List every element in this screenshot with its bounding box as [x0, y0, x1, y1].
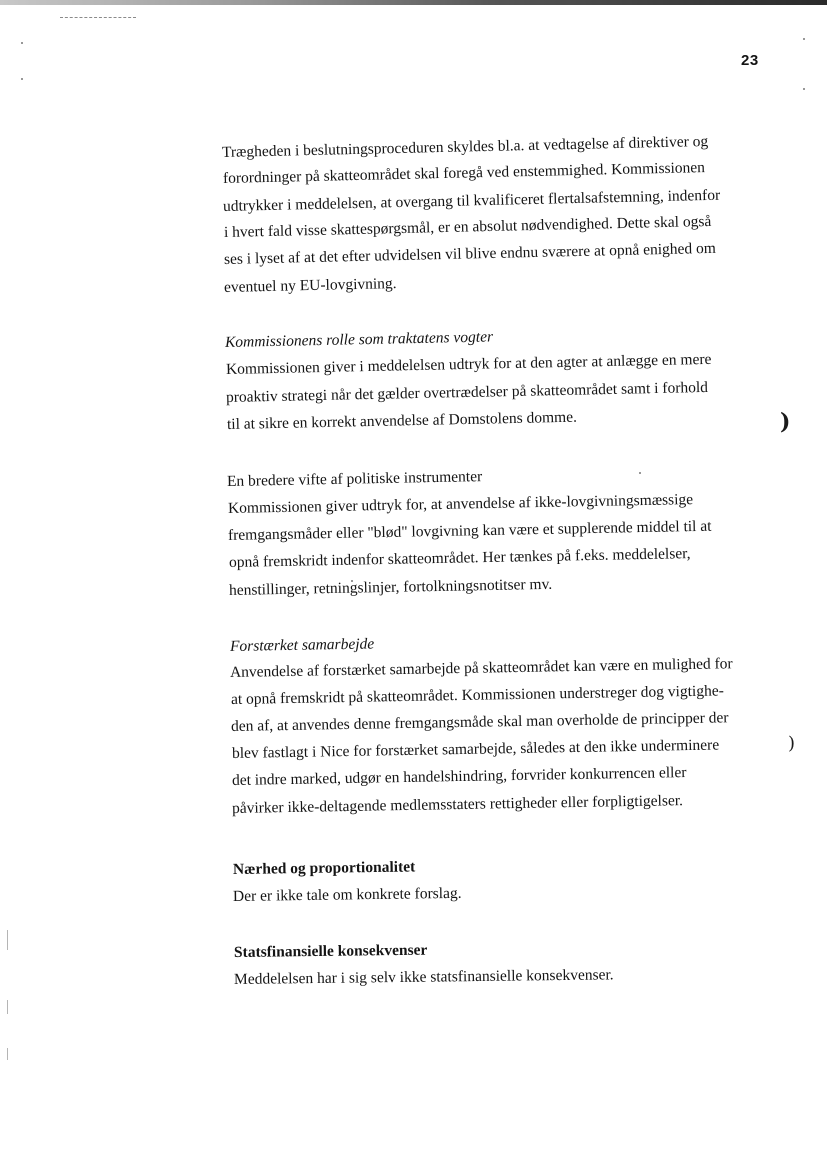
handwritten-bracket-mark: ) [780, 409, 791, 435]
section-heading: En bredere vifte af politiske instrumenter [226, 468, 483, 490]
rolle-line-1: Kommissionen giver i meddelelsen udtryk for at den agter at anlægge en mere [225, 350, 712, 378]
forstaerket-line-1: Anvendelse af forstærket samarbejde på skatteområdet kan være en mulighed for [229, 655, 733, 681]
vifte-line-2: fremgangsmåder eller "blød" lovgivning kan være et supplerende middel til at [227, 517, 712, 544]
vifte-line-4: henstillinger, retningslinjer, fortolkningsnotitser mv. [228, 575, 553, 599]
section-heading: Kommissionens rolle som traktatens vogter [224, 328, 494, 351]
forstaerket-line-5: det indre marked, udgør en handelshindring, forvrider konkurrencen eller [231, 764, 687, 789]
naerhed-line-1: Der er ikke tale om konkrete forslag. [232, 884, 462, 905]
forstaerket-line-3: den af, at anvendes denne fremgangsmåde skal man overholde de principper der [230, 709, 729, 735]
statsfinansielle-line-1: Meddelelsen har i sig selv ikke statsfinansielle konsekvenser. [233, 966, 614, 988]
section-heading: Nærhed og proportionalitet [232, 858, 416, 878]
intro-line-3: udtrykker i meddelelsen, at overgang til kvalificeret flertalsafstemning, indenfor [222, 186, 721, 215]
intro-line-2: forordninger på skatteområdet skal foregå ved enstemmighed. Kommissionen [222, 159, 706, 187]
intro-line-1: Trægheden i beslutningsproceduren skyldes bl.a. at vedtagelse af direktiver og [221, 132, 709, 161]
intro-line-4: i hvert fald visse skattespørgsmål, er en absolut nødvendighed. Dette skal også [223, 212, 712, 241]
vifte-line-1: Kommissionen giver udtryk for, at anvendelse af ikke-lovgivningsmæssige [227, 491, 694, 517]
intro-line-6: eventuel ny EU-lovgivning. [223, 275, 397, 296]
vifte-line-3: opnå fremskridt indenfor skatteområdet. Her tænkes på f.eks. meddelelser, [228, 545, 691, 571]
forstaerket-line-2: at opnå fremskridt på skatteområdet. Kommissionen understreger dog vigtighe- [230, 682, 724, 708]
section-heading: Statsfinansielle konsekvenser [233, 941, 428, 961]
handwritten-bracket-mark: ) [788, 733, 796, 754]
rolle-line-2: proaktiv strategi når det gælder overtrædelser på skatteområdet samt i forhold [225, 378, 709, 406]
page-number: 23 [741, 52, 759, 69]
section-heading: Forstærket samarbejde [229, 635, 375, 655]
intro-line-5: ses i lyset af at det efter udvidelsen vil blive endnu sværere at opnå enighed om [223, 239, 717, 268]
forstaerket-line-6: påvirker ikke-deltagende medlemsstaters rettigheder eller forpligtigelser. [231, 792, 684, 817]
rolle-line-3: til at sikre en korrekt anvendelse af Domstolens domme. [226, 408, 578, 433]
forstaerket-line-4: blev fastlagt i Nice for forstærket samarbejde, således at den ikke underminere [231, 736, 720, 762]
